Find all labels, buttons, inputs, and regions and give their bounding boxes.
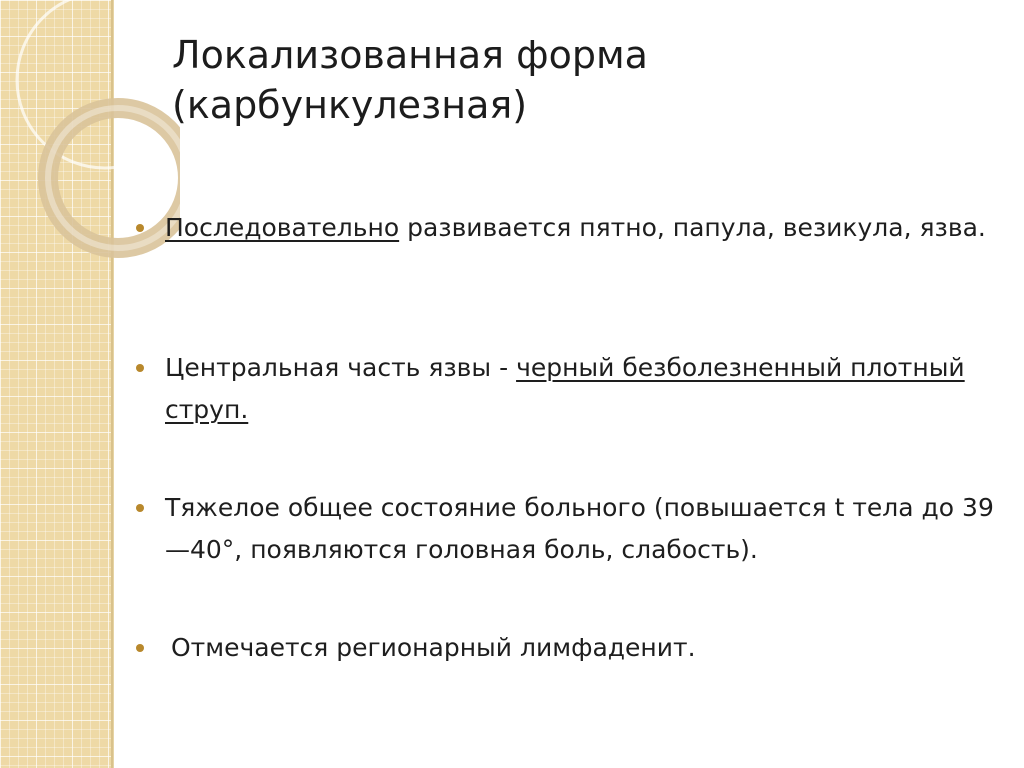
bullet-dot [136, 504, 144, 512]
text-span: Центральная часть язвы - [165, 353, 517, 382]
bullet-text: Тяжелое общее состояние больного (повышается t тела до 39—40°, появляются головная боль, слабость). [165, 493, 994, 564]
underlined-text: Последовательно [165, 213, 400, 242]
slide-title [172, 30, 972, 130]
bullet-text [165, 347, 995, 431]
bullet-dot [136, 364, 144, 372]
title-line-2: (карбункулезная) [172, 83, 528, 127]
decorative-rings [0, 0, 180, 260]
bullet-text [165, 207, 995, 249]
title-line-1: Локализованная форма [172, 33, 648, 77]
bullet-dot [136, 644, 144, 652]
underlined-text: черный безболезненный плотный струп. [165, 353, 965, 424]
bullet-text: Отмечается регионарный лимфаденит. [171, 633, 696, 662]
bullet-dot [136, 224, 144, 232]
text-span: развивается пятно, папула, везикула, язва. [399, 213, 986, 242]
